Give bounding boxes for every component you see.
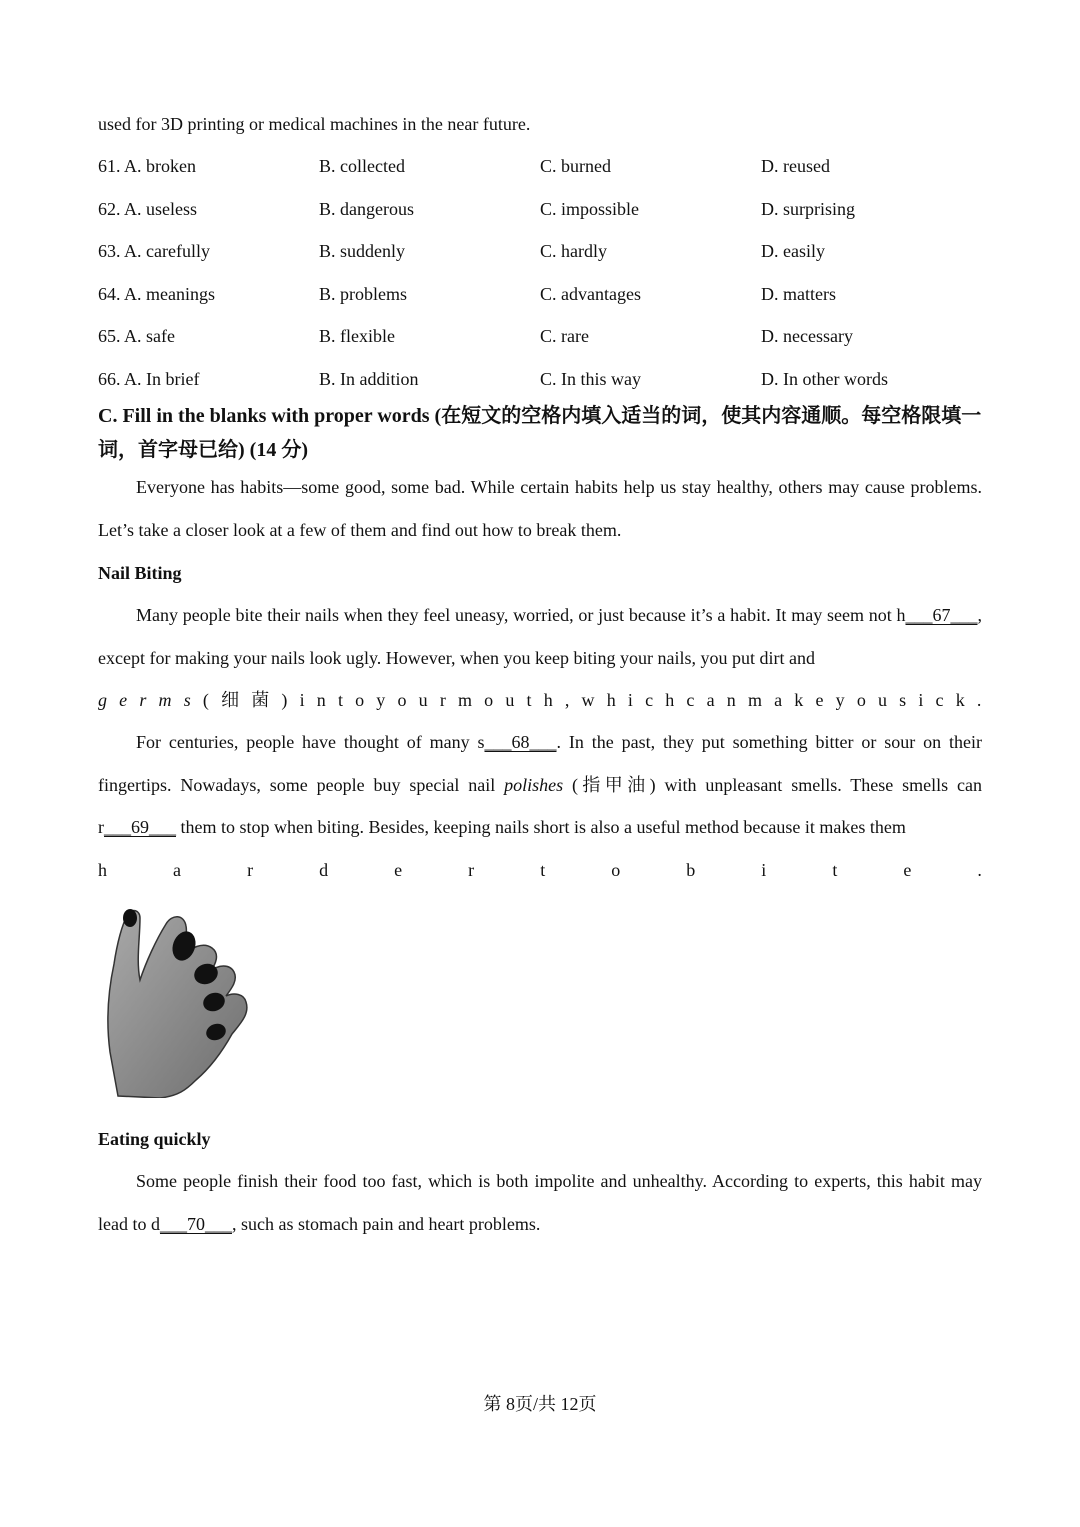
nail-biting-paragraph-1 bbox=[98, 594, 982, 679]
p1-mid: , except for making your nails look ugly. However, when you keep biting your nails, you put dirt and bbox=[98, 605, 982, 668]
spread-char: a bbox=[706, 690, 715, 710]
option-a: 65. A. safe bbox=[98, 326, 175, 346]
spread-char: 细 bbox=[221, 690, 240, 710]
option-b: B. In addition bbox=[319, 369, 419, 389]
spread-char: y bbox=[376, 690, 386, 710]
spread-char: o bbox=[397, 690, 407, 710]
option-d: D. necessary bbox=[761, 326, 853, 346]
option-a: 63. A. carefully bbox=[98, 241, 210, 261]
p2-mid: . In the past, they put something bitter or sour on their fingertips. Nowadays, some people buy special nail bbox=[98, 732, 982, 795]
section-c-heading: C. Fill in the blanks with proper words (在短文的空格内填入适当的词，使其内容通顺。每空格限填一词，首字母已给) (14 分) bbox=[98, 405, 982, 461]
option-c: C. rare bbox=[540, 326, 589, 346]
spread-char: s bbox=[899, 690, 907, 710]
option-b: B. dangerous bbox=[319, 199, 414, 219]
page-footer: 第 8页/共 12页 bbox=[483, 1394, 597, 1414]
spread-char: t bbox=[832, 860, 838, 880]
blank-69: ___69___ bbox=[104, 817, 176, 837]
spread-char: a bbox=[173, 860, 182, 880]
p3-start: Some people finish their food too fast, which is both impolite and unhealthy. According to experts, this habit may lead to d bbox=[98, 1171, 982, 1234]
spread-char: n bbox=[316, 690, 326, 710]
spread-char: u bbox=[877, 690, 887, 710]
spread-char: m bbox=[158, 690, 172, 710]
spread-char: y bbox=[835, 690, 845, 710]
option-d: D. matters bbox=[761, 284, 836, 304]
spread-char: e bbox=[815, 690, 824, 710]
option-d: D. surprising bbox=[761, 199, 855, 219]
section-c-intro: Everyone has habits—some good, some bad. While certain habits help us stay healthy, others may cause problems. Let’s take a closer look at a few of them and find out how to break them. bbox=[98, 477, 982, 540]
spread-char: o bbox=[856, 690, 866, 710]
option-d: D. In other words bbox=[761, 369, 888, 389]
spread-char: e bbox=[394, 860, 403, 880]
spread-char: ) bbox=[281, 690, 288, 710]
option-row-63 bbox=[98, 239, 982, 263]
spread-char: ( bbox=[202, 690, 209, 710]
p1-start: Many people bite their nails when they feel uneasy, worried, or just because it’s a habit. It may seem not h bbox=[136, 605, 906, 625]
spread-char: i bbox=[299, 690, 305, 710]
p2-end: them to stop when biting. Besides, keeping nails short is also a useful method because it makes them bbox=[176, 817, 906, 837]
option-row-61 bbox=[98, 154, 982, 178]
option-c: C. advantages bbox=[540, 284, 641, 304]
spread-char: . bbox=[976, 690, 982, 710]
spread-char: i bbox=[761, 860, 767, 880]
spread-char: t bbox=[540, 860, 546, 880]
eating-quickly-paragraph bbox=[98, 1160, 982, 1245]
spread-char: , bbox=[564, 690, 570, 710]
option-d: D. easily bbox=[761, 241, 825, 261]
option-a: 64. A. meanings bbox=[98, 284, 215, 304]
spread-char: i bbox=[627, 690, 633, 710]
nail-biting-paragraph-2 bbox=[98, 721, 982, 849]
spread-char: m bbox=[747, 690, 762, 710]
intro-line: used for 3D printing or medical machines in the near future. bbox=[98, 114, 531, 134]
spread-char: e bbox=[119, 690, 128, 710]
spread-char: o bbox=[484, 690, 494, 710]
option-b: B. collected bbox=[319, 156, 405, 176]
spread-char: t bbox=[526, 690, 532, 710]
option-row-62 bbox=[98, 197, 982, 221]
spread-char: r bbox=[468, 860, 475, 880]
eating-quickly-title: Eating quickly bbox=[98, 1129, 211, 1149]
spread-char: r bbox=[139, 690, 147, 710]
spread-char: u bbox=[505, 690, 515, 710]
spread-char: h bbox=[606, 690, 616, 710]
nail-biting-title: Nail Biting bbox=[98, 563, 182, 583]
spread-char: a bbox=[774, 690, 783, 710]
spread-char: d bbox=[319, 860, 329, 880]
harder-line bbox=[98, 858, 982, 882]
p2-gloss: (指甲油) with unpleasant smells. These smells can r bbox=[98, 774, 982, 837]
spread-char: b bbox=[686, 860, 696, 880]
spread-char: o bbox=[611, 860, 621, 880]
option-row-65 bbox=[98, 324, 982, 348]
option-a: 62. A. useless bbox=[98, 199, 197, 219]
spread-char: h bbox=[665, 690, 675, 710]
spread-char: t bbox=[337, 690, 343, 710]
p3-end: , such as stomach pain and heart problems. bbox=[231, 1213, 541, 1234]
spread-char: s bbox=[183, 690, 191, 710]
spread-char: w bbox=[581, 690, 595, 710]
p2-start: For centuries, people have thought of many s bbox=[136, 732, 485, 752]
option-b: B. flexible bbox=[319, 326, 395, 346]
option-d: D. reused bbox=[761, 156, 830, 176]
spread-char: c bbox=[645, 690, 654, 710]
option-row-64 bbox=[98, 282, 982, 306]
spread-char: o bbox=[355, 690, 365, 710]
spread-char: i bbox=[918, 690, 924, 710]
spread-char: m bbox=[457, 690, 472, 710]
spread-char: n bbox=[726, 690, 736, 710]
option-c: C. hardly bbox=[540, 241, 607, 261]
spread-char: h bbox=[98, 860, 107, 880]
spread-char: g bbox=[98, 690, 107, 710]
nail-thumb bbox=[123, 909, 137, 927]
hand-illustration bbox=[100, 902, 272, 1098]
blank-68: ___68___ bbox=[484, 732, 557, 752]
spread-char: r bbox=[439, 690, 446, 710]
option-a: 61. A. broken bbox=[98, 156, 196, 176]
germs-line bbox=[98, 688, 982, 712]
spread-char: u bbox=[418, 690, 428, 710]
spread-char: . bbox=[977, 860, 982, 880]
spread-char: c bbox=[686, 690, 695, 710]
blank-67: ___67___ bbox=[905, 605, 978, 625]
option-b: B. problems bbox=[319, 284, 407, 304]
spread-char: r bbox=[247, 860, 254, 880]
spread-char: h bbox=[543, 690, 553, 710]
blank-70: ___70___ bbox=[159, 1213, 232, 1234]
option-c: C. impossible bbox=[540, 199, 640, 219]
option-row-66 bbox=[98, 367, 982, 391]
spread-char: e bbox=[903, 860, 912, 880]
spread-char: k bbox=[955, 690, 965, 710]
option-c: C. burned bbox=[540, 156, 611, 176]
spread-char: c bbox=[935, 690, 944, 710]
option-b: B. suddenly bbox=[319, 241, 406, 261]
spread-char: k bbox=[794, 690, 804, 710]
spread-char: 菌 bbox=[251, 690, 270, 710]
polishes-word: polishes bbox=[504, 774, 564, 795]
option-a: 66. A. In brief bbox=[98, 369, 200, 389]
option-c: C. In this way bbox=[540, 369, 641, 389]
